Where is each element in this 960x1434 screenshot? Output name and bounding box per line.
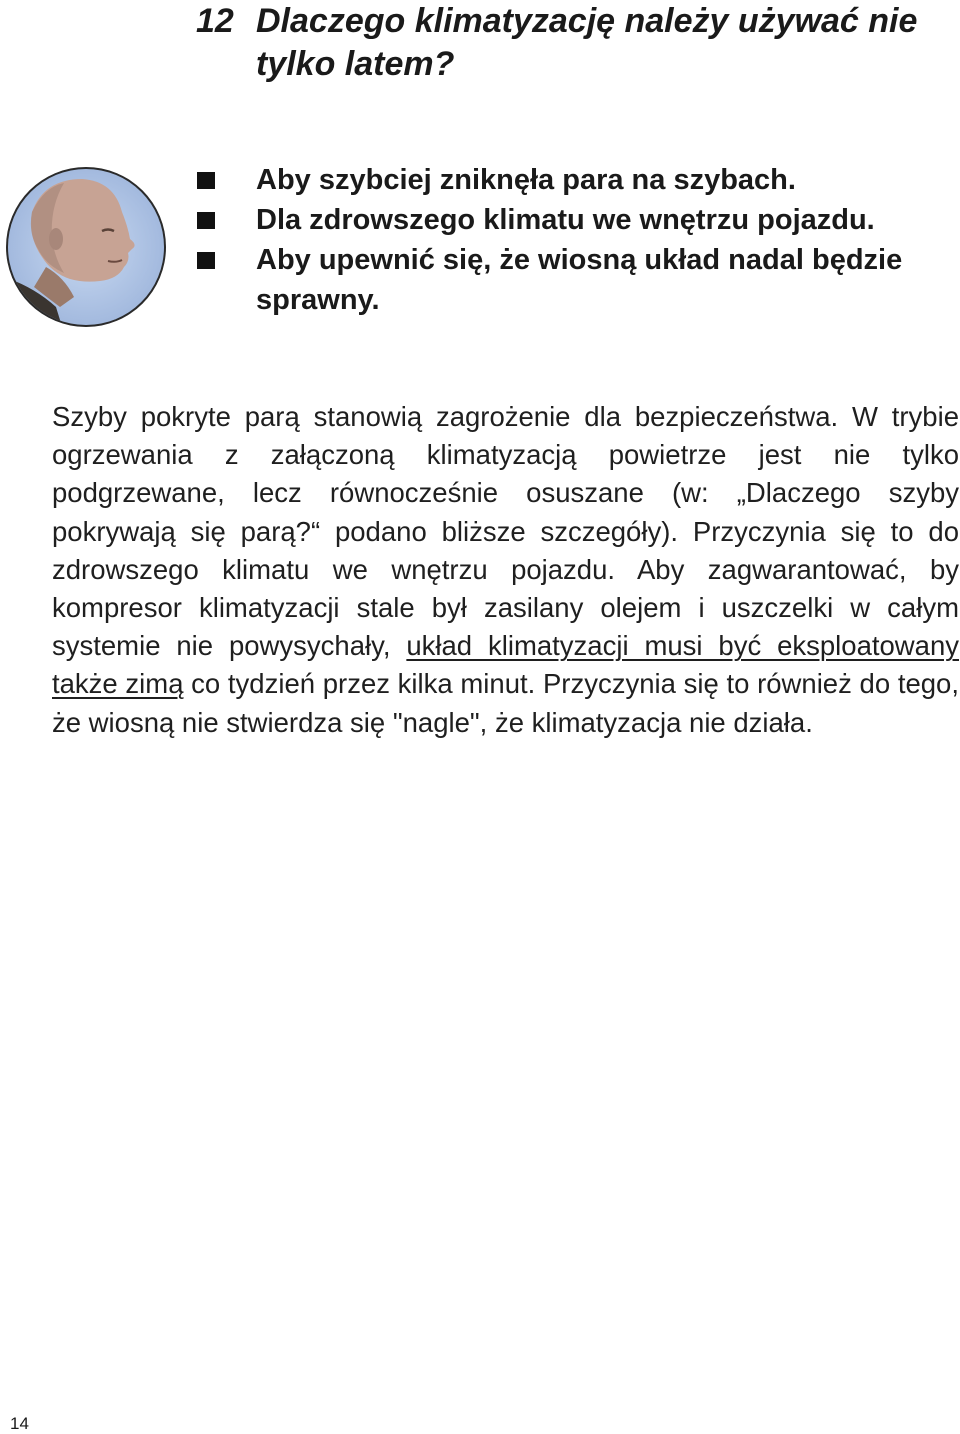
bullet-text: Aby szybciej zniknęła para na szybach. [256,164,796,196]
list-item [196,160,916,200]
square-bullet-icon [197,212,215,229]
square-bullet-icon [197,252,215,269]
body-text-part1: Szyby pokryte parą stanowią zagrożenie dla bezpieczeństwa. W trybie ogrzewania z załączoną klimatyzacją powietrze jest nie tylko podgrzewane, lecz równocześnie osuszane (w: „Dlaczego szyby pokrywają się parą?“ podano bliższe szczegóły). Przyczynia się to do zdrowszego klimatu we wnętrzu pojazdu. Aby zagwarantować, by kompresor klimatyzacji stale był zasilany olejem i uszczelki w całym systemie nie powysychały, [52,401,959,662]
man-portrait-icon [4,157,168,333]
bullet-list [196,160,916,320]
bullet-text: Dla zdrowszego klimatu we wnętrzu pojazdu. [256,204,875,236]
bullet-text: Aby upewnić się, że wiosną układ nadal będzie sprawny. [256,244,903,316]
section-number: 12 [196,2,234,40]
square-bullet-icon [197,172,215,189]
list-item [196,240,916,320]
body-paragraph [52,398,959,742]
section-title: Dlaczego klimatyzację należy używać nie tylko latem? [256,2,918,83]
list-item [196,200,916,240]
body-text-part2: co tydzień przez kilka minut. Przyczynia się to również do tego, że wiosną nie stwierdza się "nagle", że klimatyzacja nie działa. [52,668,959,738]
page-number: 14 [10,1414,29,1433]
underlined-emphasis: układ klimatyzacji musi być eksploatowany także zimą [52,630,959,700]
